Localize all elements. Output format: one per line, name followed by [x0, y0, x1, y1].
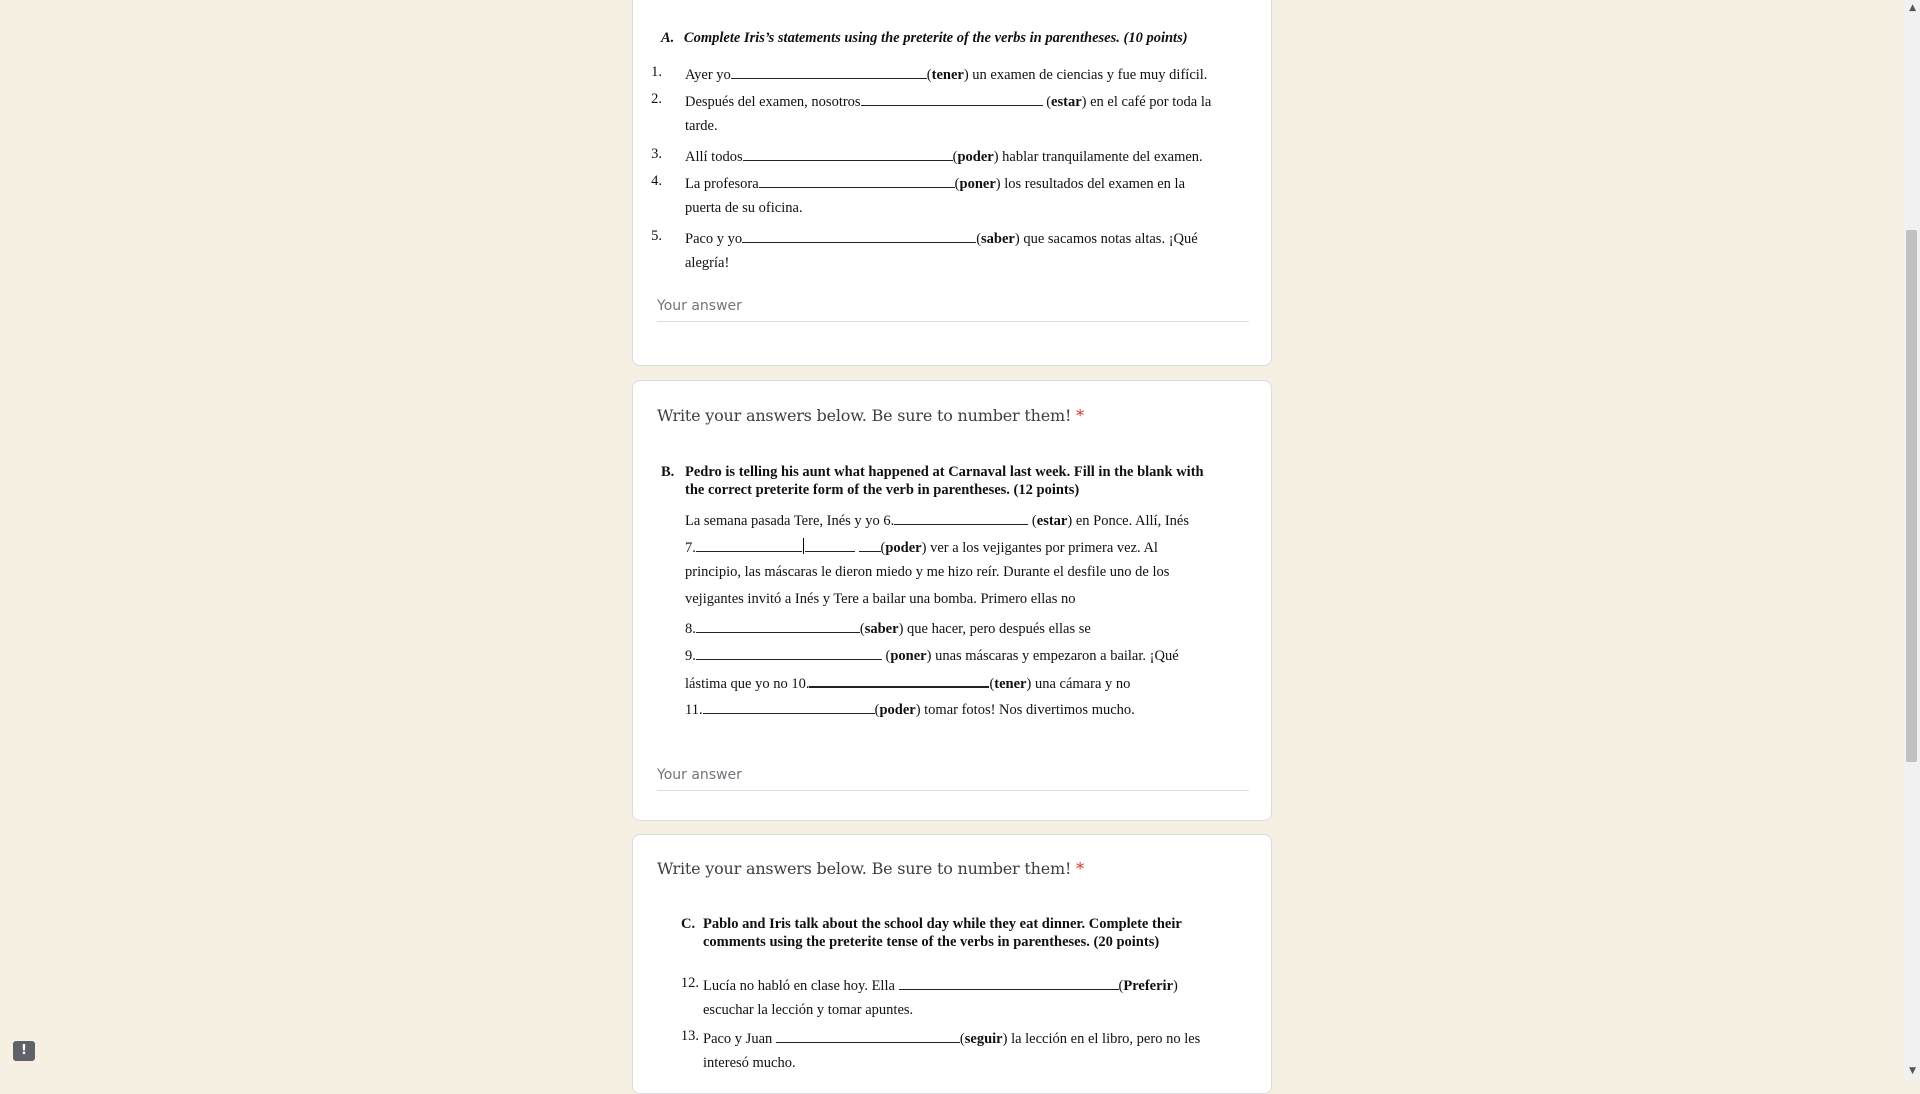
section-c-header-text: Pablo and Iris talk about the school day while they eat dinner. Complete their comments using the preterite tense of the verbs in parentheses. (20 points) [703, 916, 1182, 950]
item-number: 1. [651, 64, 662, 80]
item-number: 2. [651, 91, 662, 107]
vertical-scrollbar[interactable] [1903, 0, 1920, 1080]
item-number: 12. [680, 975, 699, 991]
item-number: 5. [651, 228, 662, 244]
exercise-line: 8. (saber) que hacer, pero después ellas se [685, 618, 1091, 638]
answer-input-a[interactable]: Your answer [657, 294, 1249, 322]
scrollbar-thumb[interactable] [1906, 230, 1917, 762]
section-b-header: B. [661, 464, 675, 480]
exercise-line: 9. (poner) unas máscaras y empezaron a bailar. ¡Qué [685, 645, 1179, 665]
exercise-line: interesó mucho. [703, 1055, 796, 1071]
scroll-up-arrow-icon[interactable]: ▲ [1909, 3, 1916, 13]
required-asterisk: * [1076, 406, 1084, 425]
exercise-line: puerta de su oficina. [685, 200, 803, 216]
exercise-line: Lucía no habló en clase hoy. Ella (Preferir) [703, 975, 1178, 995]
exercise-line: 7. (poder) ver a los vejigantes por primera vez. Al [685, 537, 1158, 557]
report-feedback-icon[interactable]: ! [13, 1041, 35, 1061]
question-prompt: Write your answers below. Be sure to number them! * [657, 406, 1084, 425]
item-number: 13. [680, 1028, 699, 1044]
exercise-line: 11. (poder) tomar fotos! Nos divertimos mucho. [685, 699, 1135, 719]
exercise-line: alegría! [685, 255, 730, 271]
exercise-line: Después del examen, nosotros (estar) en el café por toda la [685, 91, 1211, 111]
question-card-a [632, 0, 1272, 366]
exercise-line: principio, las máscaras le dieron miedo y me hizo reír. Durante el desfile uno de los [685, 564, 1170, 580]
exercise-line: Ayer yo (tener) un examen de ciencias y fue muy difícil. [685, 64, 1207, 84]
exercise-line: tarde. [685, 118, 718, 134]
question-card-b [632, 380, 1272, 821]
text-cursor [803, 538, 804, 554]
exercise-line: vejigantes invitó a Inés y Tere a bailar una bomba. Primero ellas no [685, 591, 1076, 607]
exercise-line: Paco y yo (saber) que sacamos notas altas. ¡Qué [685, 228, 1198, 248]
exercise-line: La profesora (poner) los resultados del examen en la [685, 173, 1185, 193]
exercise-line: escuchar la lección y tomar apuntes. [703, 1002, 914, 1018]
answer-input-b[interactable]: Your answer [657, 763, 1249, 791]
exercise-line: lástima que yo no 10. (tener) una cámara y no [685, 672, 1130, 693]
required-asterisk: * [1076, 859, 1084, 878]
question-card-c [632, 834, 1272, 1094]
scroll-down-arrow-icon[interactable]: ▼ [1909, 1066, 1916, 1076]
section-c-header: C. [681, 916, 696, 932]
exercise-line: Paco y Juan (seguir) la lección en el libro, pero no les [703, 1028, 1200, 1048]
section-a-header: A. Complete Iris’s statements using the preterite of the verbs in parentheses. (10 points) [661, 30, 1188, 46]
exercise-line: Allí todos (poder) hablar tranquilamente del examen. [685, 146, 1203, 166]
question-prompt: Write your answers below. Be sure to number them! * [657, 859, 1084, 878]
section-b-header-text: Pedro is telling his aunt what happened at Carnaval last week. Fill in the blank with the correct preterite form of the verb in parentheses. (12 points) [685, 464, 1204, 498]
item-number: 3. [651, 146, 662, 162]
exercise-line: La semana pasada Tere, Inés y yo 6. (estar) en Ponce. Allí, Inés [685, 510, 1189, 530]
item-number: 4. [651, 173, 662, 189]
